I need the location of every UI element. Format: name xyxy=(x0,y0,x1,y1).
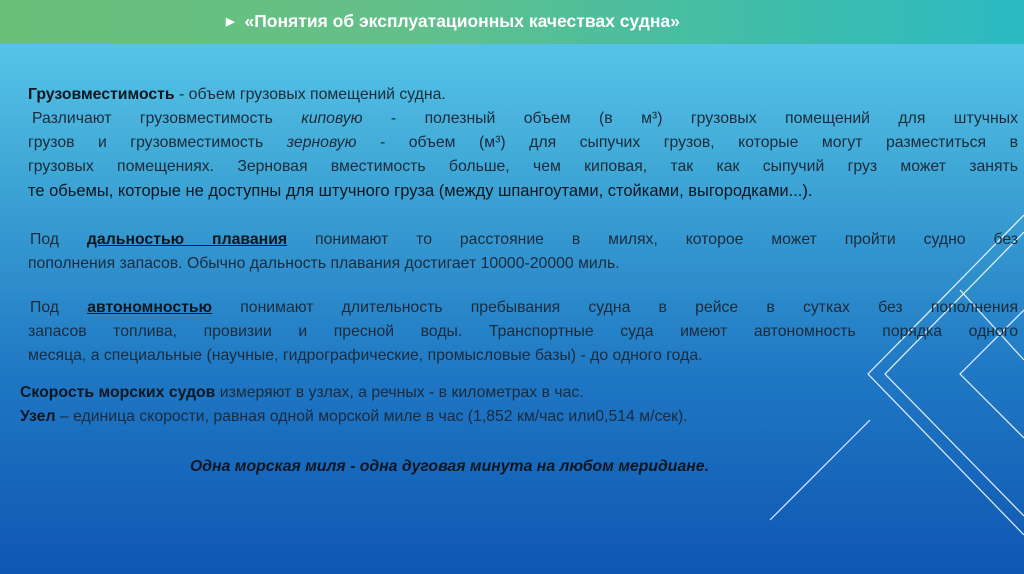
term-cargo-capacity: Грузовместимость xyxy=(28,86,175,103)
triangle-right-icon: ▶ xyxy=(226,16,235,28)
text-segment: Под xyxy=(30,299,88,316)
paragraph-range xyxy=(28,228,1018,276)
text-segment: Различают грузовместимость xyxy=(32,110,302,127)
italic-term: зерновую xyxy=(286,134,357,151)
slide-title-text: «Понятия об эксплуатационных качествах судна» xyxy=(244,11,680,31)
text-line xyxy=(28,296,1018,320)
text-line: грузовых помещениях. Зерновая вместимость больше, чем киповая, так как сыпучий груз может занять xyxy=(28,158,1018,175)
term-autonomy: автономностью xyxy=(87,299,213,316)
text-segment: понимают длительность пребывания судна в рейсе в сутках без пополнения xyxy=(212,299,1018,316)
paragraph-autonomy xyxy=(28,296,1018,368)
text-segment: - полезный объем (в м³) грузовых помещений для штучных xyxy=(362,110,1018,127)
text-line xyxy=(28,107,1018,131)
text-segment: понимают то расстояние в милях, которое может пройти судно без xyxy=(287,231,1018,248)
text-line xyxy=(20,405,1010,429)
text-line: те обьемы, которые не доступны для штучного груза (между шпангоутами, стойками, выгородками...). xyxy=(28,182,813,200)
nautical-mile-definition: Одна морская миля - одна дуговая минута на любом меридиане. xyxy=(190,458,709,475)
text-line xyxy=(28,83,1018,107)
deco-line-b xyxy=(770,420,870,520)
term-speed: Скорость морских судов xyxy=(20,384,216,401)
text-line xyxy=(28,228,1018,252)
text-segment: грузов и грузовместимость xyxy=(28,134,287,151)
term-range: дальностью плавания xyxy=(86,231,288,248)
text-line: пополнения запасов. Обычно дальность плавания достигает 10000-20000 миль. xyxy=(28,255,620,272)
text-line: запасов топлива, провизии и пресной воды. Транспортные суда имеют автономность порядка одного xyxy=(28,323,1018,340)
paragraph-cargo-capacity xyxy=(28,83,1018,203)
text-segment: измеряют в узлах, а речных - в километрах в час. xyxy=(215,384,584,401)
italic-term: киповую xyxy=(301,110,363,127)
text-line xyxy=(28,131,1018,155)
definition-text: - объем грузовых помещений судна. xyxy=(174,86,446,103)
text-segment: – единица скорости, равная одной морской миле в час (1,852 км/час или0,514 м/сек). xyxy=(55,408,688,425)
paragraph-speed xyxy=(20,381,1010,429)
text-line: месяца, а специальные (научные, гидрографические, промысловые базы) - до одного года. xyxy=(28,347,703,364)
text-line xyxy=(20,381,1010,405)
term-knot: Узел xyxy=(20,408,56,425)
text-segment: - объем (м³) для сыпучих грузов, которые могут разместиться в xyxy=(356,134,1018,151)
text-segment: Под xyxy=(30,231,87,248)
